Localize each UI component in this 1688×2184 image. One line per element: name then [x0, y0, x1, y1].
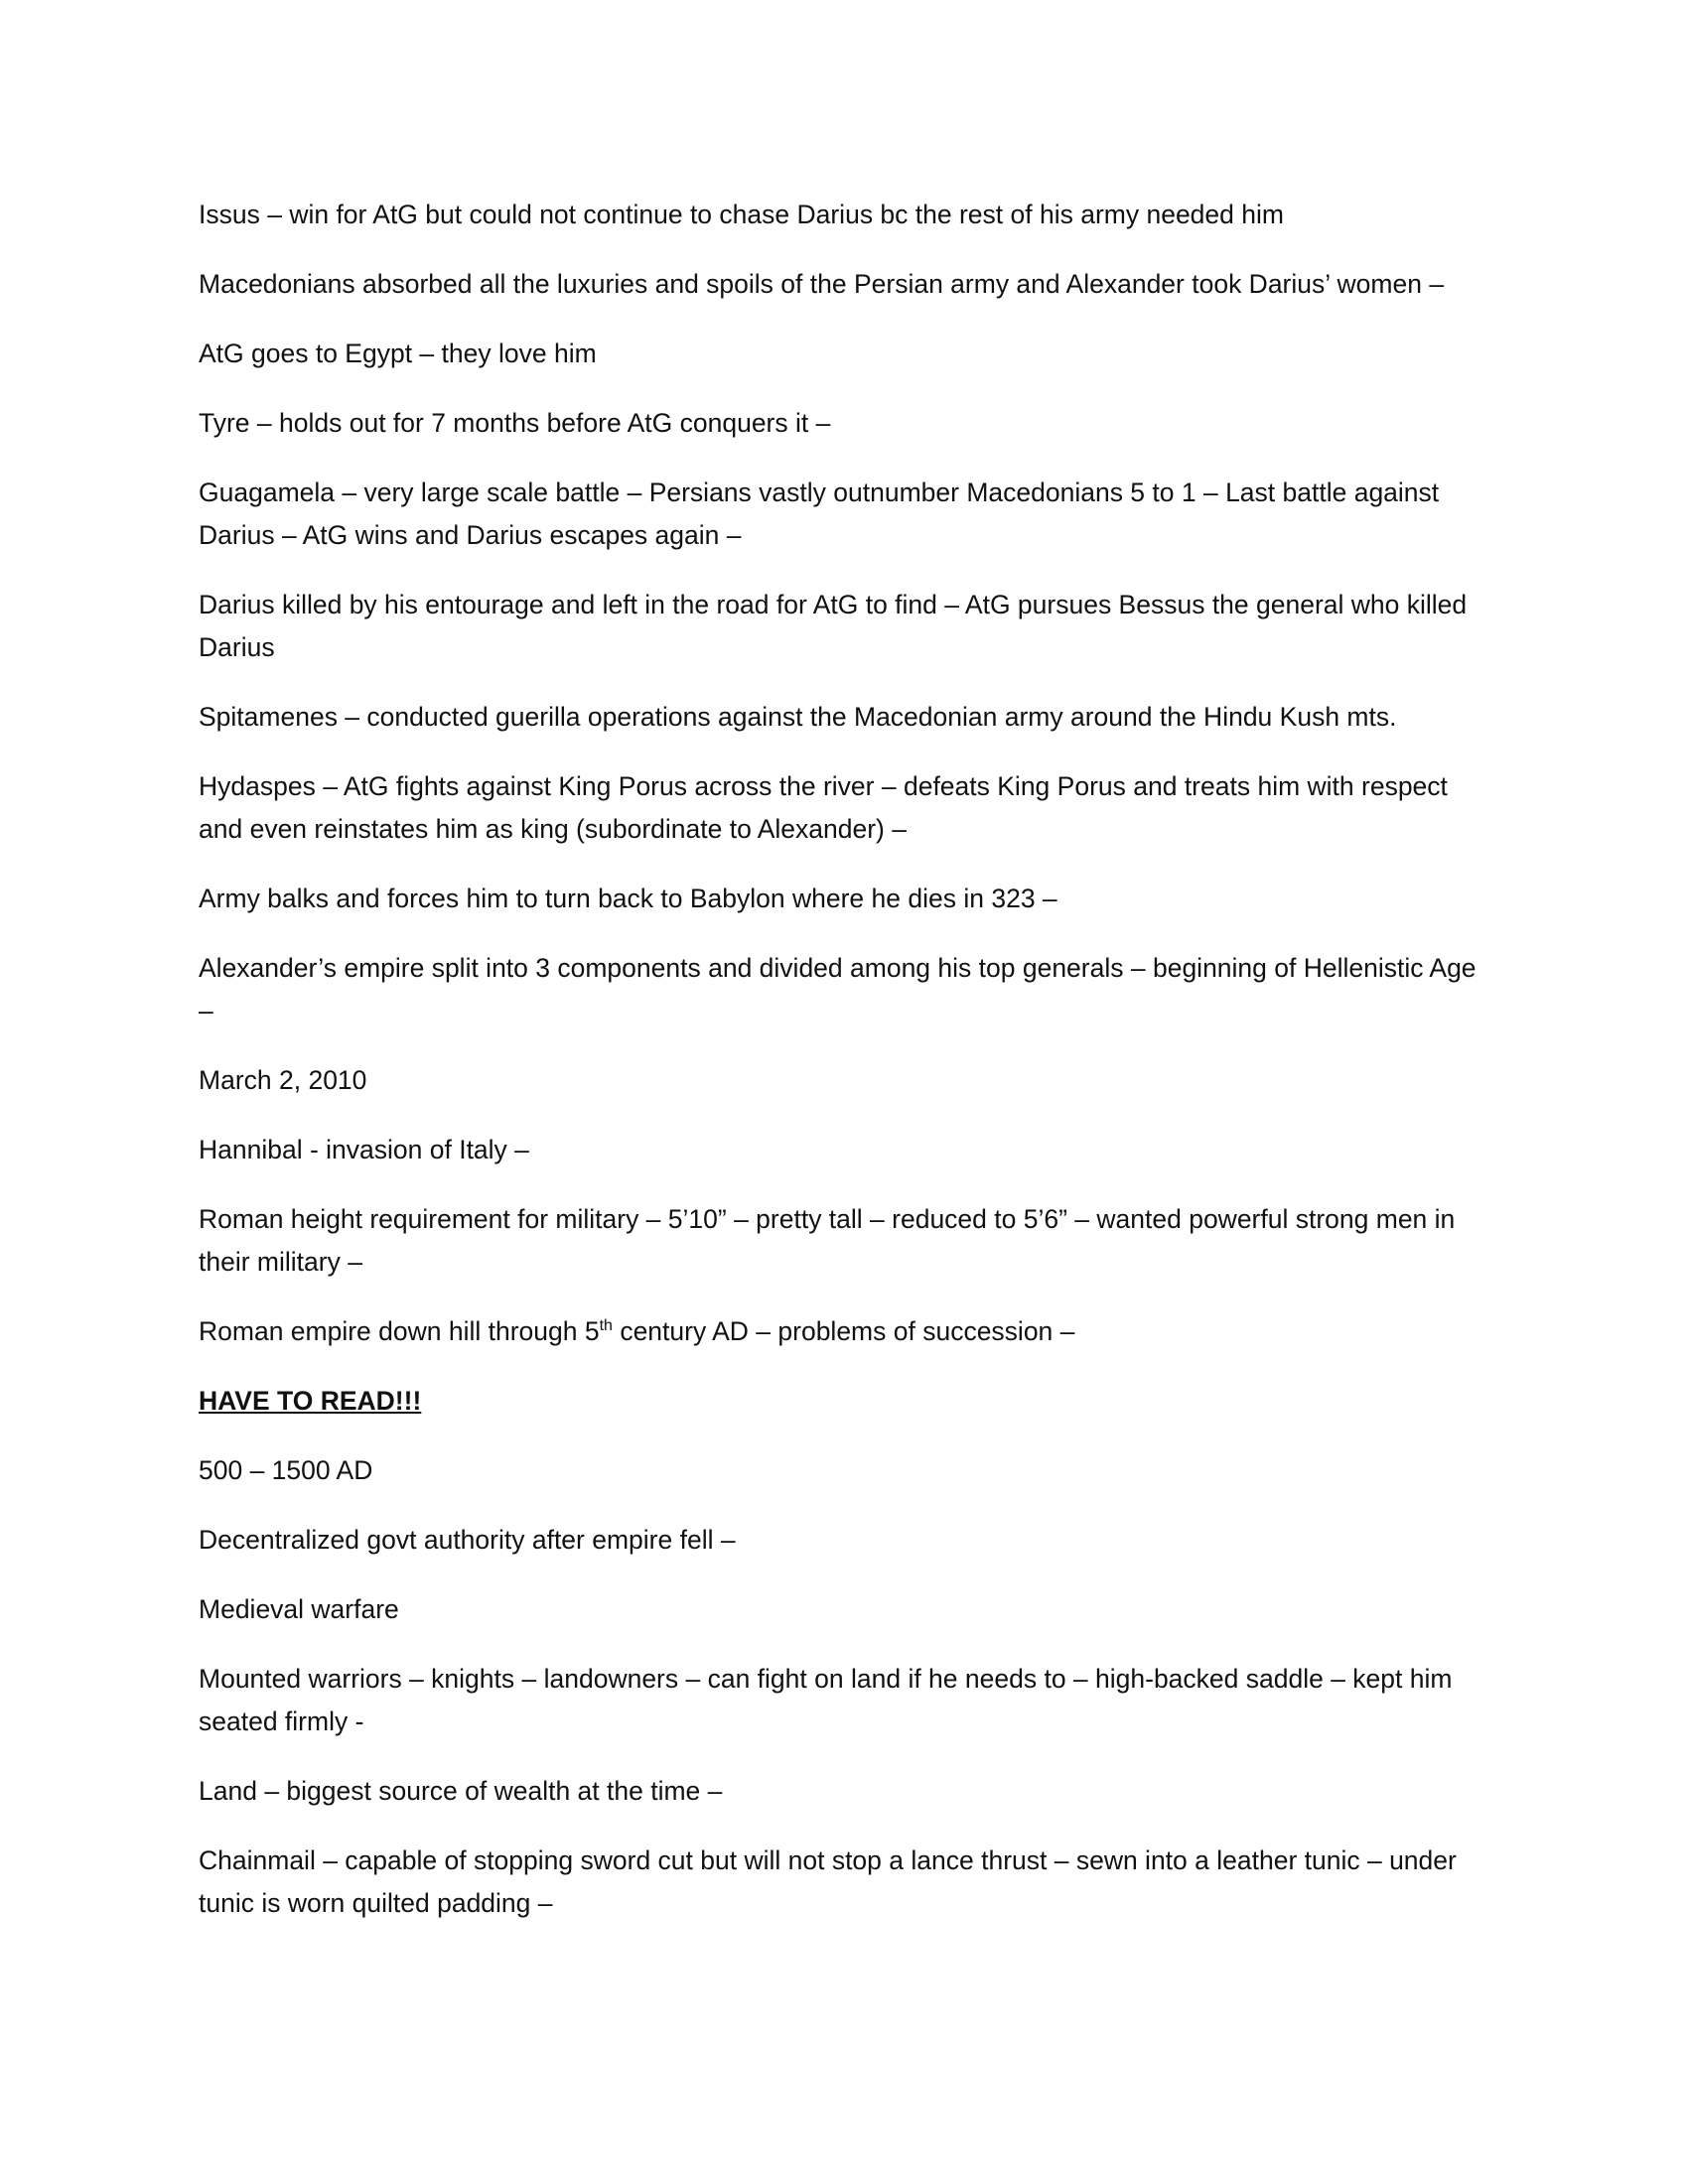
note-egypt: AtG goes to Egypt – they love him [199, 339, 597, 368]
note-guagamela: Guagamela – very large scale battle – Persians vastly outnumber Macedonians 5 to 1 – Last battle against Darius – AtG wins and Darius escapes again – [199, 478, 1440, 550]
note-issus: Issus – win for AtG but could not continue to chase Darius bc the rest of his army needed him [199, 200, 1284, 229]
document-body [199, 194, 1489, 1952]
note-roman-empire-after: century AD – problems of succession – [612, 1316, 1075, 1346]
note-macedonians-spoils: Macedonians absorbed all the luxuries and spoils of the Persian army and Alexander took Darius’ women – [199, 269, 1445, 299]
note-hydaspes: Hydaspes – AtG fights against King Porus across the river – defeats King Porus and treats him with respect and even reinstates him as king (subordinate to Alexander) – [199, 771, 1448, 844]
note-mounted-warriors: Mounted warriors – knights – landowners – can fight on land if he needs to – high-backed saddle – kept him seated firmly - [199, 1664, 1453, 1736]
note-medieval-warfare: Medieval warfare [199, 1594, 399, 1624]
note-date-range: 500 – 1500 AD [199, 1455, 373, 1485]
note-roman-empire-before: Roman empire down hill through 5 [199, 1316, 600, 1346]
note-army-balks: Army balks and forces him to turn back to Babylon where he dies in 323 – [199, 884, 1057, 913]
note-spitamenes: Spitamenes – conducted guerilla operations against the Macedonian army around the Hindu Kush mts. [199, 702, 1397, 732]
note-roman-empire-superscript: th [599, 1317, 613, 1335]
note-date: March 2, 2010 [199, 1065, 367, 1095]
note-darius-killed: Darius killed by his entourage and left in the road for AtG to find – AtG pursues Bessus the general who killed Darius [199, 590, 1468, 662]
note-land: Land – biggest source of wealth at the time – [199, 1776, 723, 1806]
note-roman-empire [199, 1310, 1489, 1353]
have-to-read-heading: HAVE TO READ!!! [199, 1386, 422, 1416]
note-tyre: Tyre – holds out for 7 months before AtG conquers it – [199, 408, 831, 438]
note-decentralized: Decentralized govt authority after empire fell – [199, 1525, 736, 1555]
note-empire-split: Alexander’s empire split into 3 components and divided among his top generals – beginning of Hellenistic Age – [199, 953, 1477, 1025]
note-roman-height: Roman height requirement for military – 5’10” – pretty tall – reduced to 5’6” – wanted powerful strong men in their military – [199, 1204, 1456, 1277]
note-hannibal: Hannibal - invasion of Italy – [199, 1135, 529, 1164]
note-chainmail: Chainmail – capable of stopping sword cut but will not stop a lance thrust – sewn into a leather tunic – under tunic is worn quilted padding – [199, 1845, 1457, 1918]
